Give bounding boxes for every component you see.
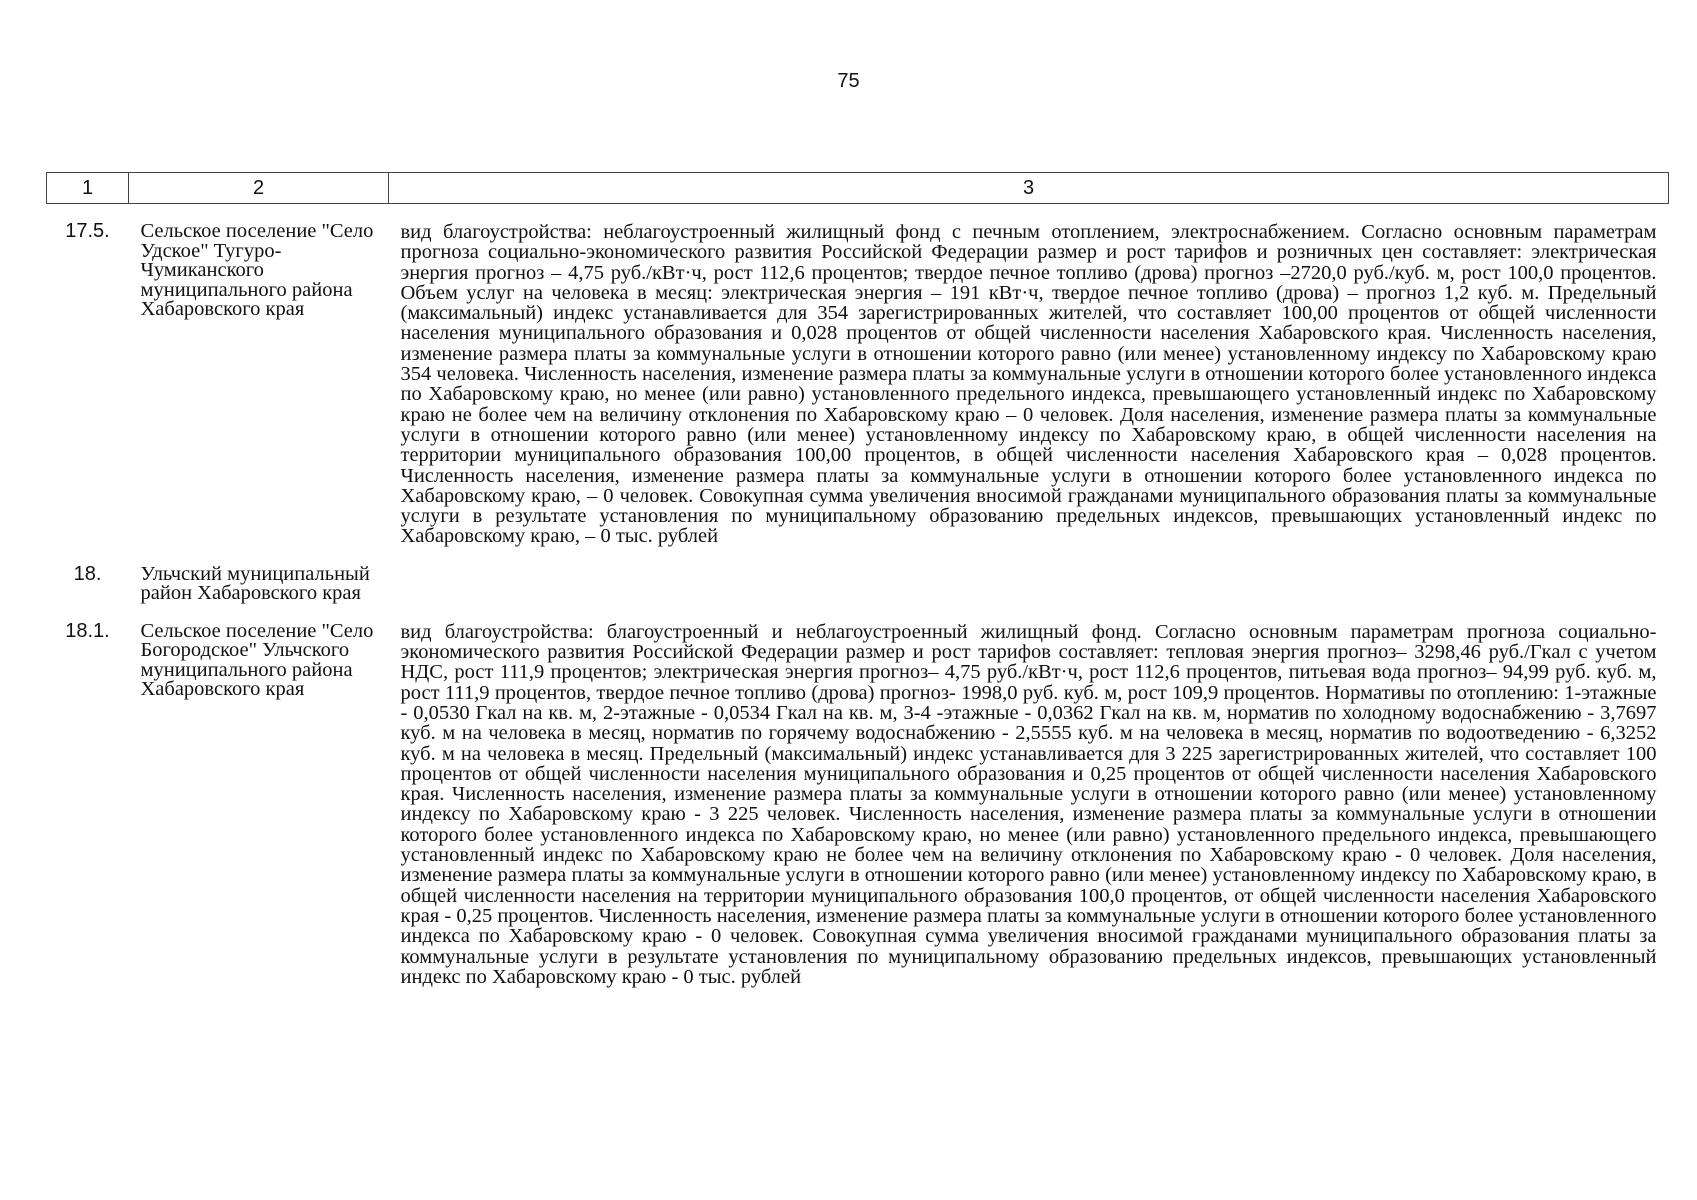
municipality-name: Сельское поселение "Село Богородское" Ульчского муниципального района Хабаровского края [140, 619, 374, 701]
row-number: 17.5. [65, 220, 110, 242]
row-number: 18.1. [65, 619, 110, 642]
row-description [389, 561, 1669, 604]
row-number: 18. [73, 562, 102, 585]
table-row [47, 618, 1669, 987]
municipality-name: Ульчский муниципальный район Хабаровского края [140, 562, 370, 605]
column-header-2: 2 [129, 173, 389, 204]
row-description: вид благоустройства: неблагоустроенный жилищный фонд с печным отоплением, электроснабжением. Согласно основным параметрам прогноза социально-экономического развития Российской Федерации размер и рост тарифов и розничных цен составляет: электрическая энергия прогноз – 4,75 руб./кВт·ч, рост 112,6 процентов; твердое печное топливо (дрова) прогноз –2720,0 руб./куб. м, рост 100,0 процентов. Объем услуг на человека в месяц: электрическая энергия – 191 кВт·ч, твердое печное топливо (дрова) – прогноз 1,2 куб. м. Предельный (максимальный) индекс устанавливается для 354 зарегистрированных жителей, что составляет 100,00 процентов от общей численности населения муниципального образования и 0,028 процентов от общей численности населения Хабаровского края. Численность населения, изменение размера платы за коммунальные услуги в отношении которого равно (или менее) установленному индексу по Хабаровскому краю 354 человека. Численность населения, изменение размера платы за коммунальные услуги в отношении которого более установленного индекса по Хабаровскому краю, но менее (или равно) установленного предельного индекса, превышающего установленный индекс по Хабаровскому краю не более чем на величину отклонения по Хабаровскому краю – 0 человек. Доля населения, изменение размера платы за коммунальные услуги в отношении которого равно (или менее) установленному индексу по Хабаровскому краю, в общей численности населения на территории муниципального образования 100,00 процентов, в общей численности населения Хабаровского края – 0,028 процентов. Численность населения, изменение размера платы за коммунальные услуги в отношении которого более установленного индекса по Хабаровскому краю, – 0 человек. Совокупная сумма увеличения вносимой гражданами муниципального образования платы за коммунальные услуги в результате установления по муниципальному образованию предельных индексов, превышающих установленный индекс по Хабаровскому краю, – 0 тыс. рублей [400, 221, 1657, 548]
table-spacer [47, 547, 1669, 561]
municipality-name: Сельское поселение "Село Удское" Тугуро-Чумиканского муниципального района Хабаровского края [140, 220, 374, 320]
table-header [47, 173, 1669, 204]
table-row [47, 561, 1669, 604]
table-spacer [47, 204, 1669, 219]
document-table [46, 172, 1669, 987]
table-body [47, 204, 1669, 988]
page-number: 75 [837, 70, 860, 92]
row-description: вид благоустройства: благоустроенный и неблагоустроенный жилищный фонд. Согласно основным параметрам прогноза социально-экономического развития Российской Федерации размер и рост тарифов составляет: тепловая энергия прогноз– 3298,46 руб./Гкал с учетом НДС, рост 111,9 процентов; электрическая энергия прогноз– 4,75 руб./кВт·ч, рост 112,6 процентов, питьевая вода прогноз– 94,99 руб. куб. м, рост 111,9 процентов, твердое печное топливо (дрова) прогноз- 1998,0 руб. куб. м, рост 109,9 процентов. Нормативы по отоплению: 1-этажные - 0,0530 Гкал на кв. м, 2-этажные - 0,0534 Гкал на кв. м, 3-4 -этажные - 0,0362 Гкал на кв. м, норматив по холодному водоснабжению - 3,7697 куб. м на человека в месяц, норматив по горячему водоснабжению - 2,5555 куб. м на человека в месяц, норматив по водоотведению - 6,3252 куб. м на человека в месяц. Предельный (максимальный) индекс устанавливается для 3 225 зарегистрированных жителей, что составляет 100 процентов от общей численности населения муниципального образования и 0,25 процентов от общей численности населения Хабаровского края. Численность населения, изменение размера платы за коммунальные услуги в отношении которого равно (или менее) установленному индексу по Хабаровскому краю - 3 225 человек. Численность населения, изменение размера платы за коммунальные услуги в отношении которого более установленного индекса по Хабаровскому краю, но менее (или равно) установленного предельного индекса, превышающего установленный индекс по Хабаровскому краю не более чем на величину отклонения по Хабаровскому краю - 0 человек. Доля населения, изменение размера платы за коммунальные услуги в отношении которого равно (или менее) установленному индексу по Хабаровскому краю, в общей численности населения на территории муниципального образования 100,0 процентов, от общей численности населения Хабаровского края - 0,25 процентов. Численность населения, изменение размера платы за коммунальные услуги в отношении которого более установленного индекса по Хабаровскому краю - 0 человек. Совокупная сумма увеличения вносимой гражданами муниципального образования платы за коммунальные услуги в результате установления по муниципальному образованию предельных индексов, превышающих установленный индекс по Хабаровскому краю - 0 тыс. рублей [400, 620, 1657, 988]
column-header-1: 1 [47, 173, 129, 204]
header-row [47, 173, 1669, 204]
table-row [47, 218, 1669, 547]
column-header-3: 3 [389, 173, 1669, 204]
table-spacer [47, 604, 1669, 618]
